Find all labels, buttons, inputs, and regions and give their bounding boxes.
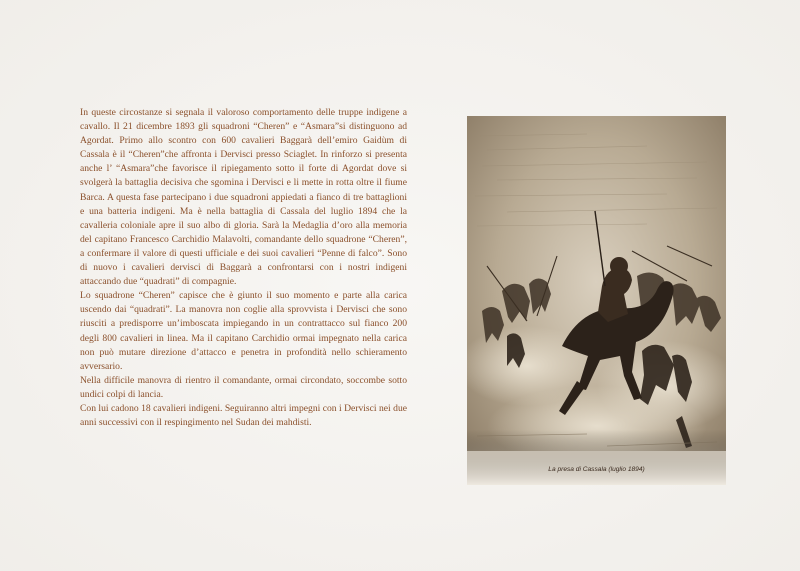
paragraph-1: In queste circostanze si segnala il valoroso comportamento delle truppe indigene a cavallo. Il 21 dicembre 1893 gli squadroni “Cheren” e “Asmara”si distinguono ad Agordat. Primo allo scontro con 600 cavalieri Baggarà dell’emiro Gaidùm di Cassala è il “Cheren”che affronta i Dervisci presso Sciaglet. In rinforzo si presenta anche l’ “Asmara”che favorisce il ripiegamento sotto il forte di Agordat dove si svolgerà la battaglia decisiva che sgomina i Dervisci e li mette in rotta oltre il fiume Barca. A questa fase partecipano i due squadroni appiedati a fianco di tre battaglioni e una batteria indigeni. Ma è nella battaglia di Cassala del luglio 1894 che la cavalleria coloniale apre il suo albo di gloria. Sarà la Medaglia d’oro alla memoria del capitano Francesco Carchidio Malavolti, comandante dello squadrone “Cheren”, a confermare il valore di questi ufficiale e dei suoi cavalieri “Penne di falco”. Sono di nuovo i cavalieri dervisci di Baggarà a confrontarsi con i nostri indigeni attaccando due “quadrati” di compagnie. <box>80 107 407 288</box>
cavalry-charge-illustration <box>467 116 726 485</box>
paragraph-4: Con lui cadono 18 cavalieri indigeni. Seguiranno altri impegni con i Dervisci nei due anni successivi con il respingimento nel Sudan dei mahdisti. <box>80 402 407 429</box>
illustration-caption: La presa di Cassala (luglio 1894) <box>548 466 645 473</box>
paragraph-2: Lo squadrone “Cheren” capisce che è giunto il suo momento e parte alla carica uscendo dai “quadrati”. La manovra non coglie alla sprovvista i Dervisci che sono riusciti a predisporre un’imboscata impiegando in un contrattacco sul fianco 200 degli 800 cavalieri in linea. Ma il capitano Carchidio ormai impegnato nella carica non può mutare direzione d’attacco e penetra in profondità nello schieramento avversario. <box>80 290 407 372</box>
body-text <box>80 106 407 430</box>
paragraph-3: Nella difficile manovra di rientro il comandante, ormai circondato, soccombe sotto undici colpi di lancia. <box>80 374 407 400</box>
